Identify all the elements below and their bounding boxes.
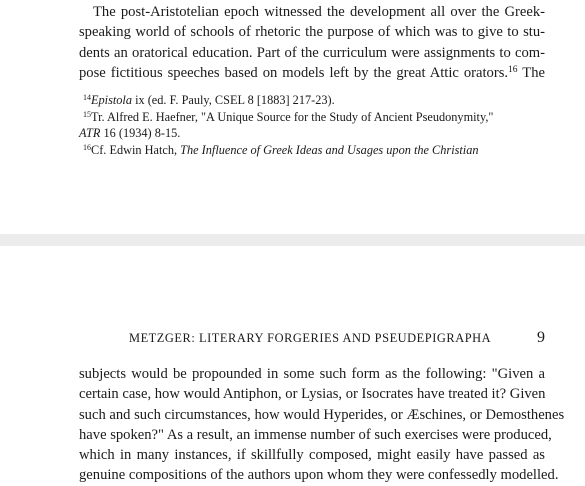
footnote-italic: ATR bbox=[79, 126, 101, 140]
footnote-text: Tr. Alfred E. Haefner, "A Unique Source for the Study of Ancient Pseudonymity," bbox=[91, 109, 494, 124]
footnote-continuation bbox=[79, 125, 549, 142]
text-line: have spoken?" As a result, an immense number of such exercises were produced, bbox=[79, 426, 552, 443]
footnote-mark: 16 bbox=[83, 142, 91, 152]
text-line: dents an oratorical education. Part of the curriculum were assignments to com- bbox=[79, 44, 545, 61]
text-fragment: pose fictitious speeches based on models left by the great Attic orators. bbox=[79, 64, 509, 81]
footnote-text: 16 (1934) 8-15. bbox=[100, 126, 181, 140]
page-separator bbox=[0, 234, 585, 246]
running-head-title: METZGER: LITERARY FORGERIES AND PSEUDEPIGRAPHA bbox=[129, 331, 492, 345]
footnote-text: Cf. Edwin Hatch, bbox=[91, 142, 181, 157]
upper-paragraph bbox=[79, 2, 545, 83]
text-line-with-ref bbox=[79, 63, 545, 83]
text-line: such and such circumstances, how would Hyperides, or Æschines, or Demosthenes bbox=[79, 406, 565, 423]
text-line: which in many instances, if skillfully composed, might easily have passed as bbox=[79, 447, 545, 464]
footnote bbox=[79, 142, 549, 159]
footnote-reference: 16 bbox=[508, 64, 518, 75]
footnote-mark: 15 bbox=[83, 109, 91, 119]
footnote-italic: Epistola bbox=[91, 93, 132, 107]
footnote-text: ix (ed. F. Pauly, CSEL 8 [1883] 217-23). bbox=[132, 93, 335, 107]
lower-paragraph bbox=[79, 364, 565, 486]
text-line: The post-Aristotelian epoch witnessed the development all over the Greek- bbox=[93, 4, 545, 20]
text-line: certain case, how would Antiphon, or Lysias, or Isocrates have treated it? Given bbox=[79, 386, 546, 403]
text-fragment: The bbox=[522, 64, 545, 81]
footnote-mark: 14 bbox=[83, 93, 91, 102]
footnotes bbox=[79, 92, 549, 158]
footnote bbox=[79, 92, 549, 109]
upper-page bbox=[0, 0, 585, 234]
page-number: 9 bbox=[537, 329, 545, 346]
running-head bbox=[0, 331, 585, 349]
footnote bbox=[79, 109, 549, 126]
footnote-italic: The Influence of Greek Ideas and Usages upon the Christian bbox=[180, 142, 479, 157]
text-line: speaking world of schools of rhetoric the purpose of which was to give to stu- bbox=[79, 24, 545, 41]
text-line: subjects would be propounded in some such form as the following: "Given a bbox=[79, 366, 545, 382]
text-line: genuine compositions of the authors upon whom they were confessedly modelled. bbox=[79, 467, 559, 484]
